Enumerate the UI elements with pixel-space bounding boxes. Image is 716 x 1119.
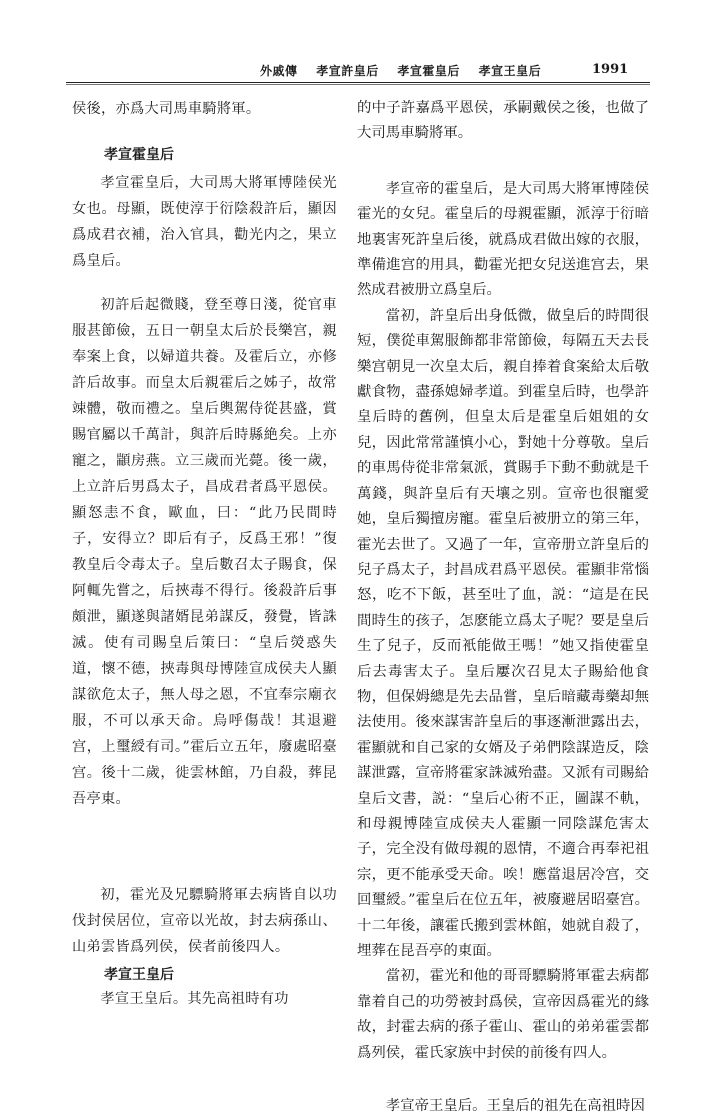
page-number: 1991 <box>592 62 629 77</box>
original-paragraph: 初，霍光及兄驃騎將軍去病皆自以功伐封侯居位，宣帝以光故，封去病孫山、山弟雲皆爲列侯，侯者前後四人。 <box>72 887 337 955</box>
translation-column <box>357 96 649 1119</box>
column-gap <box>72 812 337 882</box>
running-header <box>0 60 716 82</box>
header-section: 孝宣霍皇后 <box>397 64 460 78</box>
header-section: 外戚傳 <box>260 64 298 78</box>
original-text-column <box>72 96 337 1012</box>
translation-paragraph: 當初，許皇后出身低微，做皇后的時間很短，僕從車駕服飾都非常節儉，每隔五天去長樂宫朝見一次皇太后，親自捧着食案給太后敬獻食物，盡孫媳婦孝道。到霍皇后時，也學許皇后時的舊例，但皇太后是霍皇后姐姐的女兒，因此常常謹慎小心，對她十分尊敬。皇后的車馬侍從非常氣派，賞賜手下動不動就是千萬錢，與許皇后有天壤之别。宣帝也很寵愛她，皇后獨擅房寵。霍皇后被册立的第三年，霍光去世了。又過了一年，宣帝册立許皇后的兒子爲太子，封昌成君爲平恩侯。霍顯非常惱怒，吃不下飯，甚至吐了血，説：“這是在民間時生的孩子，怎麽能立爲太子呢？要是皇后生了兒子，反而衹能做王嗎！”她又指使霍皇后去毒害太子。皇后屢次召見太子賜給他食物，但保姆總是先去品嘗，皇后暗藏毒藥却無法使用。後來謀害許皇后的事逐漸泄露出去，霍顯就和自己家的女婿及子弟們陰謀造反，陰謀泄露，宣帝將霍家誅滅殆盡。又派有司賜給皇后文書，説：“皇后心術不正，圖謀不軌，和母親博陸宣成侯夫人霍顯一同陰謀危害太子，完全没有做母親的恩情，不適合再奉祀祖宗，更不能承受天命。唉！應當退居冷宫，交回璽綬。”霍皇后在位五年，被廢避居昭臺宫。十二年後，讓霍氏搬到雲林館，她就自殺了，埋葬在昆吾亭的東面。 <box>357 307 649 959</box>
translation-paragraph: 孝宣帝王皇后。王皇后的祖先在高祖時因 <box>385 1098 645 1115</box>
section-heading: 孝宣霍皇后 <box>104 147 174 163</box>
section-heading: 孝宣王皇后 <box>104 967 174 983</box>
translation-paragraph: 當初，霍光和他的哥哥驃騎將軍霍去病都靠着自己的功勞被封爲侯，宣帝因爲霍光的緣故，封霍去病的孫子霍山、霍山的弟弟霍雲都爲列侯，霍氏家族中封侯的前後有四人。 <box>357 968 649 1061</box>
original-paragraph: 初許后起微賤，登至尊日淺，從官車服甚節儉，五日一朝皇太后於長樂宫，親奉案上食，以婦道共養。及霍后立，亦修許后故事。而皇太后親霍后之姊子，故常竦體，敬而禮之。皇后輿駕侍從甚盛，賞賜官屬以千萬計，與許后時縣絶矣。上亦寵之，顓房燕。立三歲而光薨。後一歲，上立許后男爲太子，昌成君者爲平恩侯。顯怒恚不食，歐血，曰：“此乃民間時子，安得立？即后有子，反爲王邪！”復教皇后令毒太子。皇后數召太子賜食，保阿輒先嘗之，后挾毒不得行。後殺許后事頗泄，顯遂與諸婿昆弟謀反，發覺，皆誅滅。使有司賜皇后策曰：“皇后熒惑失道，懷不德，挾毒與母博陸宣成侯夫人顯謀欲危太子，無人母之恩，不宜奉宗廟衣服，不可以承天命。烏呼傷哉！其退避宫，上璽綬有司。”霍后立五年，廢處昭臺宫。後十二歲，徙雲林館，乃自殺，葬昆吾亭東。 <box>72 297 337 807</box>
original-paragraph: 侯後，亦爲大司馬車騎將軍。 <box>72 101 261 117</box>
header-section: 孝宣許皇后 <box>316 64 379 78</box>
translation-paragraph: 的中子許嘉爲平恩侯，承嗣戴侯之後，也做了大司馬車騎將軍。 <box>357 100 649 142</box>
header-rule-thin <box>66 84 650 85</box>
running-title <box>260 62 555 79</box>
header-section: 孝宣王皇后 <box>478 64 542 78</box>
original-paragraph: 孝宣霍皇后，大司馬大將軍博陸侯光女也。母顯，既使淳于衍陰殺許后，顯因爲成君衣補，治入官具，勸光内之，果立爲皇后。 <box>72 175 337 269</box>
header-rule <box>66 82 650 83</box>
original-paragraph: 孝宣王皇后。其先高祖時有功 <box>100 991 289 1007</box>
translation-paragraph: 孝宣帝的霍皇后，是大司馬大將軍博陸侯霍光的女兒。霍皇后的母親霍顯，派淳于衍暗地裏害死許皇后後，就爲成君做出嫁的衣服，準備進宫的用具，勸霍光把女兒送進宫去，果然成君被册立爲皇后。 <box>357 180 649 299</box>
